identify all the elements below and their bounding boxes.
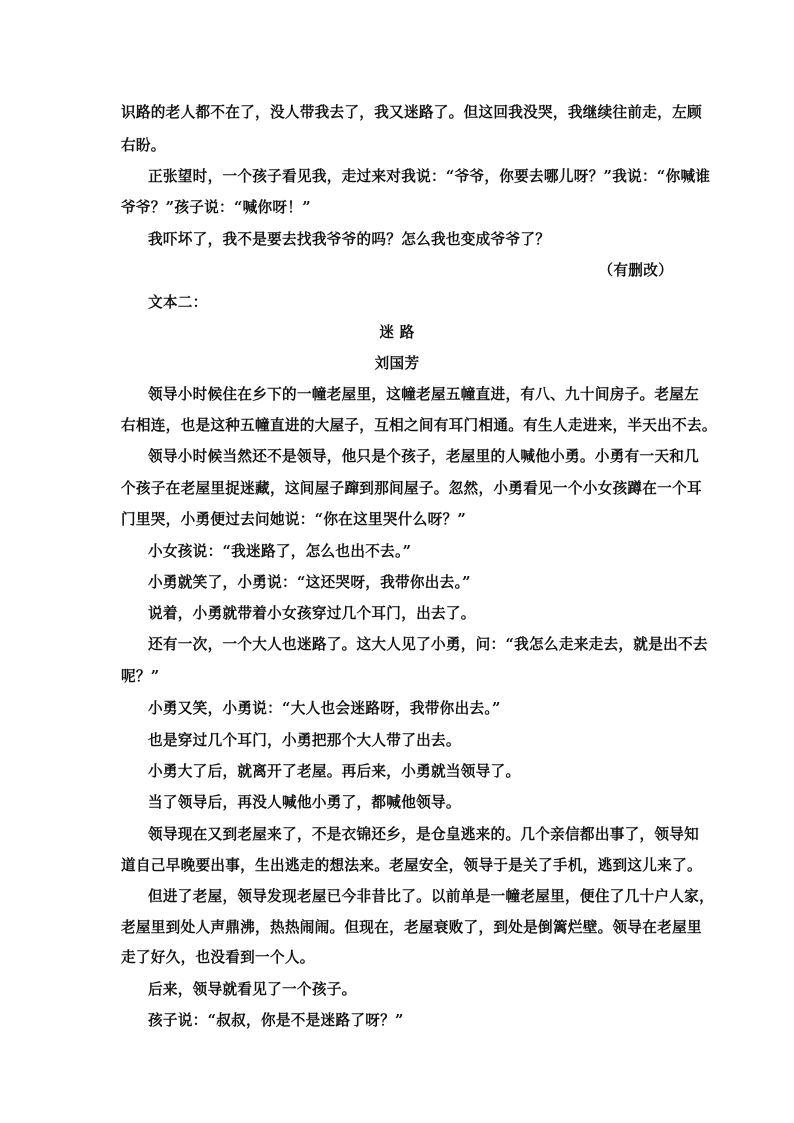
paragraph-line: 小勇又笑，小勇说：“大人也会迷路呀，我带你出去。” [148, 700, 501, 717]
story-title: 迷 路 [379, 324, 415, 341]
section-label: 文本二： [148, 294, 208, 311]
paragraph-line: 我吓坏了，我不是要去找我爷爷的吗？怎么我也变成爷爷了？ [148, 231, 551, 248]
paragraph-line: 走了好久，也没看到一个人。 [121, 949, 315, 966]
paragraph-line: 还有一次，一个大人也迷路了。这大人见了小勇，问：“我怎么走来走去，就是出不去 [148, 636, 708, 653]
paragraph-line: 后来，领导就看见了一个孩子。 [148, 981, 357, 998]
paragraph-line: 呢？” [121, 668, 160, 685]
paragraph-line: 个孩子在老屋里捉迷藏，这间屋子蹿到那间屋子。忽然，小勇看见一个小女孩蹲在一个耳 [121, 480, 702, 497]
paragraph-line: 领导小时候当然还不是领导，他只是个孩子，老屋里的人喊他小勇。小勇有一天和几 [148, 448, 700, 465]
paragraph-line: 门里哭，小勇便过去问她说：“你在这里哭什么呀？” [121, 511, 467, 528]
paragraph-line: 小勇大了后，就离开了老屋。再后来，小勇就当领导了。 [148, 763, 521, 780]
paragraph-line: 但进了老屋，领导发现老屋已今非昔比了。以前单是一幢老屋里，便住了几十户人家， [148, 888, 714, 905]
paragraph-line: 孩子说：“叔叔，你是不是迷路了呀？” [148, 1012, 404, 1029]
paragraph-line: 道自己早晚要出事，生出逃走的想法来。老屋安全，领导于是关了手机，逃到这儿来了。 [121, 857, 702, 874]
paragraph-line: 识路的老人都不在了，没人带我去了，我又迷路了。但这回我没哭，我继续往前走，左顾 [121, 104, 702, 121]
story-author: 刘国芳 [374, 355, 420, 372]
paragraph-line: 小勇就笑了，小勇说：“这还哭呀，我带你出去。” [148, 574, 471, 591]
source-note: （有删改） [598, 262, 673, 279]
paragraph-line: 领导现在又到老屋来了，不是衣锦还乡，是仓皇逃来的。几个亲信都出事了，领导知 [148, 826, 700, 843]
paragraph-line: 正张望时，一个孩子看见我，走过来对我说：“爷爷，你要去哪儿呀？”我说：“你喊谁 [148, 168, 711, 185]
paragraph-line: 右相连，也是这种五幢直进的大屋子，互相之间有耳门相通。有生人走进来，半天出不去。 [121, 417, 717, 434]
paragraph-line: 右盼。 [121, 137, 166, 154]
paragraph-line: 爷爷？”孩子说：“喊你呀！” [121, 199, 311, 216]
paragraph-line: 也是穿过几个耳门，小勇把那个大人带了出去。 [148, 732, 461, 749]
paragraph-line: 当了领导后，再没人喊他小勇了，都喊他领导。 [148, 794, 461, 811]
paragraph-line: 说着，小勇就带着小女孩穿过几个耳门，出去了。 [148, 605, 476, 622]
paragraph-line: 小女孩说：“我迷路了，怎么也出不去。” [148, 543, 412, 560]
paragraph-line: 老屋里到处人声鼎沸，热热闹闹。但现在，老屋衰败了，到处是倒篱烂壁。领导在老屋里 [121, 919, 702, 936]
paragraph-line: 领导小时候住在乡下的一幢老屋里，这幢老屋五幢直进，有八、九十间房子。老屋左 [148, 386, 700, 403]
